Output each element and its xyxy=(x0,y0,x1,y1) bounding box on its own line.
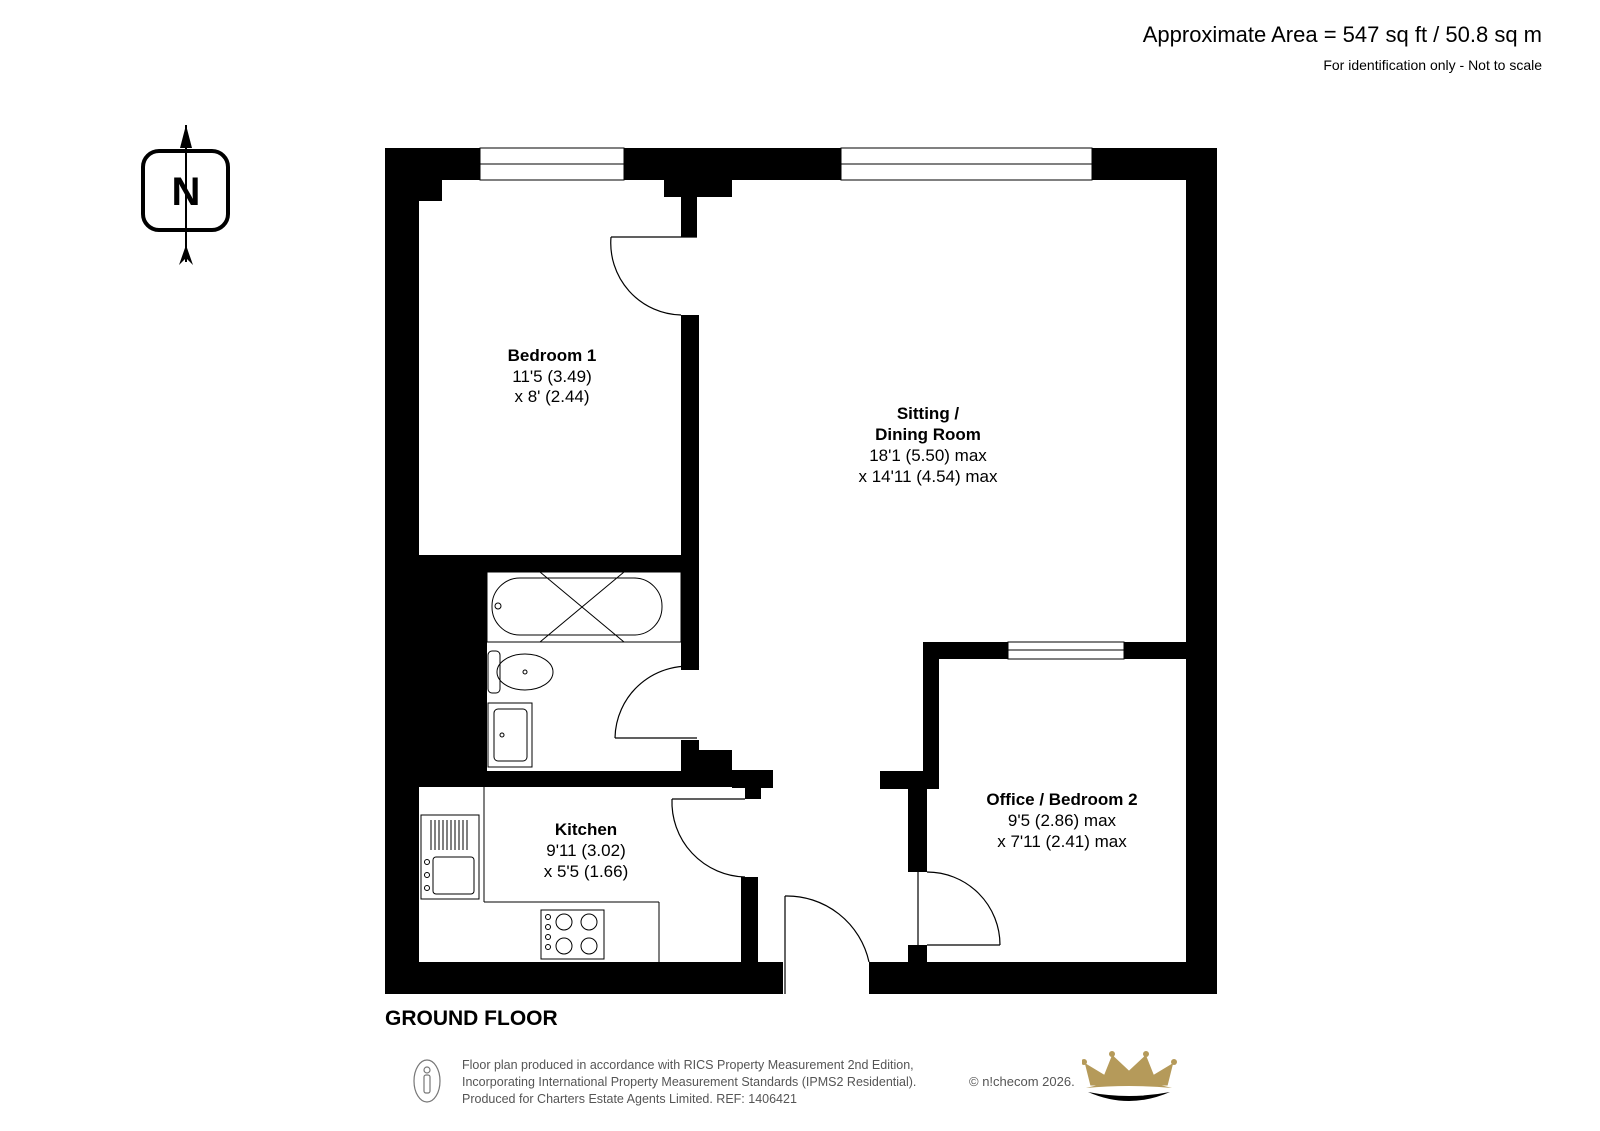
room-dimension: x 7'11 (2.41) max xyxy=(997,832,1127,851)
room-name: Office / Bedroom 2 xyxy=(986,790,1138,809)
copyright: © n!checom 2026. xyxy=(969,1074,1075,1089)
room-name: Bedroom 1 xyxy=(507,346,597,365)
footer-line: Produced for Charters Estate Agents Limited. REF: 1406421 xyxy=(462,1092,797,1106)
room-dimension: 9'5 (2.86) max xyxy=(1007,811,1117,830)
bath-icon xyxy=(487,572,681,642)
footer-line: Floor plan produced in accordance with RICS Property Measurement 2nd Edition, xyxy=(462,1058,914,1072)
footer-line: Incorporating International Property Measurement Standards (IPMS2 Residential). xyxy=(462,1075,917,1089)
person-icon xyxy=(412,1058,442,1104)
north-arrow-icon xyxy=(143,125,228,265)
room-sitting-dining xyxy=(859,404,998,486)
sink-icon xyxy=(421,815,479,899)
room-dimension: 18'1 (5.50) max xyxy=(869,446,987,465)
room-bedroom-1 xyxy=(508,346,597,406)
room-dimension: 9'11 (3.02) xyxy=(546,841,626,860)
footer-text xyxy=(462,1057,916,1108)
room-dimension: x 5'5 (1.66) xyxy=(543,862,629,881)
room-dimension: x 14'11 (4.54) max xyxy=(858,467,998,486)
room-kitchen xyxy=(544,820,629,881)
room-name: Sitting / xyxy=(896,404,960,423)
compass-letter: N xyxy=(171,170,201,214)
room-dimension: 11'5 (3.49) xyxy=(512,367,592,386)
room-name: Dining Room xyxy=(875,425,981,444)
floor-label: GROUND FLOOR xyxy=(385,1007,558,1030)
room-dimension: x 8' (2.44) xyxy=(514,387,590,406)
room-name: Kitchen xyxy=(554,820,618,839)
hob-icon xyxy=(541,910,604,959)
crown-logo-icon xyxy=(1082,1048,1177,1108)
doors xyxy=(611,237,1000,994)
walls xyxy=(385,148,1217,994)
approximate-area: Approximate Area = 547 sq ft / 50.8 sq m xyxy=(1142,22,1542,47)
toilet-icon xyxy=(488,651,553,693)
basin-icon xyxy=(488,703,532,767)
room-office-bedroom-2 xyxy=(986,790,1137,851)
scale-note: For identification only - Not to scale xyxy=(1323,57,1542,73)
